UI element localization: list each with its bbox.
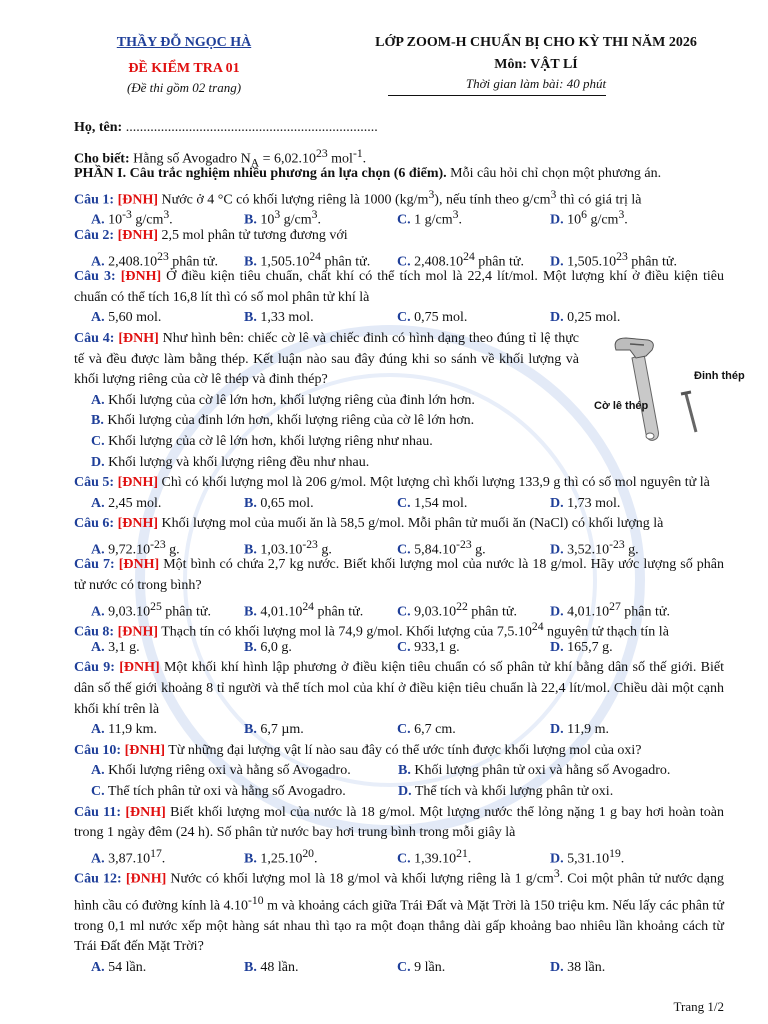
question-5-options (74, 494, 724, 515)
question-2: Câu 2: [ĐNH] 2,5 mol phân tử tương đương với (74, 227, 348, 243)
question-10: Câu 10: [ĐNH] Từ những đại lượng vật lí nào sau đây có thể ước tính được khối lượng mol của oxi? (74, 742, 642, 758)
question-4: Câu 4: [ĐNH] Như hình bên: chiếc cờ lê và chiếc đinh có hình dạng theo đúng tỉ lệ thực tế và đều được làm bằng thép. Kết luận nào sau đây đúng khi so sánh về khối lượng và khối lượng riêng của cờ lê thép và đinh thép? (74, 330, 580, 388)
question-11-options (74, 844, 724, 865)
class-title: LỚP ZOOM-H CHUẨN BỊ CHO KỲ THI NĂM 2026 (375, 35, 697, 50)
teacher-name: THẦY ĐỖ NGỌC HÀ (116, 35, 252, 50)
option-d[interactable]: D. 1,505.10$^{23}$ phân tử. (550, 249, 677, 270)
header-right (330, 34, 742, 92)
question-5: Câu 5: [ĐNH] Chì có khối lượng mol là 206 g/mol. Một lượng chì khối lượng 133,9 g thì có số mol nguyên tử là (74, 475, 710, 491)
question-9-options (74, 720, 724, 741)
option-a[interactable]: A. 9,03.10$^{25}$ phân tử. (91, 599, 211, 620)
option-c[interactable]: C. 0,75 mol. (397, 310, 468, 326)
option-d[interactable]: D. 165,7 g. (550, 639, 613, 655)
option-c[interactable]: C. 9 lần. (397, 960, 446, 976)
option-b[interactable]: B. Khối lượng của đinh lớn hơn, khối lượng riêng của cờ lê lớn hơn. (91, 413, 475, 429)
option-a[interactable]: A. $10^{-3}$ $g/cm^3$. (91, 208, 173, 229)
nail-label: Đinh thép (694, 370, 745, 382)
option-b[interactable]: B. 0,65 mol. (244, 495, 314, 511)
option-d[interactable]: D. Khối lượng và khối lượng riêng đều như nhau. (91, 454, 370, 470)
option-c[interactable]: C. 1,39.10$^{21}$. (397, 846, 472, 867)
option-b[interactable]: B. 1,25.10$^{20}$. (244, 846, 318, 867)
question-1-options (74, 205, 724, 229)
exam-content (74, 118, 724, 979)
time-limit: Thời gian làm bài: 40 phút (465, 76, 607, 91)
option-c[interactable]: C. 1,54 mol. (397, 495, 468, 511)
option-a[interactable]: A. Khối lượng của cờ lê lớn hơn, khối lượng riêng của đinh lớn hơn. (91, 392, 475, 408)
option-d[interactable]: D. 38 lần. (550, 960, 606, 976)
option-d[interactable]: D. 0,25 mol. (550, 310, 621, 326)
option-c[interactable]: C. 6,7 cm. (397, 722, 456, 738)
option-a[interactable]: A. 3,1 g. (91, 639, 140, 655)
option-b[interactable]: B. 6,0 g. (244, 639, 292, 655)
question-3: Câu 3: [ĐNH] Ở điều kiện tiêu chuẩn, chất khí có thể tích mol là 22,4 lít/mol. Một lượng khí ở điều kiện tiêu chuẩn có thể tích 16,8 lít thì có số mol phân tử khí là (74, 269, 724, 305)
option-c[interactable]: C. 933,1 g. (397, 639, 460, 655)
wrench-label: Cờ lê thép (594, 400, 649, 412)
option-b[interactable]: B. 6,7 µm. (244, 722, 304, 738)
option-d[interactable]: D. 4,01.10$^{27}$ phân tử. (550, 599, 670, 620)
header-left (78, 34, 290, 96)
option-d[interactable]: D. 5,31.10$^{19}$. (550, 846, 625, 867)
question-12-options (74, 958, 724, 979)
option-a[interactable]: A. $9,72.10^{-23}$ g. (91, 537, 180, 558)
part1-heading: PHẦN I. Câu trắc nghiệm nhiều phương án lựa chọn (6 điểm). Mỗi câu hỏi chỉ chọn một phương án. (74, 166, 662, 182)
question-6: Câu 6: [ĐNH] Khối lượng mol của muối ăn là 58,5 g/mol. Mỗi phân tử muối ăn (NaCl) có khối lượng là (74, 516, 664, 532)
option-c[interactable]: C. $5,84.10^{-23}$ g. (397, 537, 486, 558)
question-9: Câu 9: [ĐNH] Một khối khí hình lập phương ở điều kiện tiêu chuẩn có số phân tử khí bằng dân số thế giới. Biết dân số thế giới khoảng 8 tỉ người và thể tích mol của khí ở điều kiện tiêu chuẩn là 22,4 lít/mol. Chiều dài một cạnh khối khí trên là (74, 660, 725, 717)
option-d[interactable]: D. 1,73 mol. (550, 495, 621, 511)
question-11: Câu 11: [ĐNH] Biết khối lượng mol của nước là 18 g/mol. Một lượng nước thể lỏng nặng 1 g bay hơi hoàn toàn trong 1 ngày đêm (24 h). Số phân tử nước bay hơi trung bình trong mỗi giây là (74, 804, 725, 841)
name-line: Họ, tên: ........................................................................ (74, 120, 378, 135)
option-c[interactable]: C. Khối lượng của cờ lê lớn hơn, khối lượng riêng như nhau. (91, 433, 433, 449)
option-a[interactable]: A. 2,45 mol. (91, 495, 162, 511)
option-c[interactable]: C. 9,03.10$^{22}$ phân tử. (397, 599, 517, 620)
option-b[interactable]: B. 1,505.10$^{24}$ phân tử. (244, 249, 371, 270)
option-d[interactable]: D. 11,9 m. (550, 722, 609, 738)
option-a[interactable]: A. Khối lượng riêng oxi và hằng số Avogadro. (91, 763, 351, 779)
question-7: Câu 7: [ĐNH] Một bình có chứa 2,7 kg nước. Biết khối lượng mol của nước là 18 g/mol. Hãy ước lượng số phân tử nước có trong bình? (74, 557, 725, 594)
question-12: Câu 12: [ĐNH] Nước có khối lượng mol là 18 g/mol và khối lượng riêng là 1 $g/cm^3$. Coi một phân tử nước dạng hình cầu có đường kính là $4.10^{-10}$ m và khoảng cách giữa Trái Đất và Mặt Trời là 150 triệu km. Nếu lấy các phân tử trong 0,1 ml nước xếp một hàng sát nhau thì tạo ra một đoạn thẳng dài gấp khoảng bao nhiêu lần khoảng cách từ Trái Đất đến Mặt Trời? (74, 867, 724, 955)
wrench-nail-figure (590, 336, 750, 446)
option-b[interactable]: B. 1,33 mol. (244, 310, 314, 326)
question-10-options-row2 (74, 782, 724, 803)
option-c[interactable]: C. Thể tích phân tử oxi và hằng số Avogadro. (91, 784, 346, 799)
option-c[interactable]: C. 1 $g/cm^3$. (397, 208, 462, 229)
question-6-options (74, 535, 724, 556)
option-b[interactable]: B. $1,03.10^{-23}$ g. (244, 537, 332, 558)
question-1: Câu 1: [ĐNH] Nước ở 4 °C có khối lượng riêng là 1000 $(kg/m^3)$, nếu tính theo $g/cm^3$ thì có giá trị là (74, 187, 642, 208)
option-b[interactable]: B. 48 lần. (244, 960, 299, 976)
option-a[interactable]: A. 54 lần. (91, 960, 147, 976)
option-b[interactable]: B. $10^3$ $g/cm^3$. (244, 208, 321, 229)
option-d[interactable]: D. $10^6$ $g/cm^3$. (550, 208, 628, 229)
option-d[interactable]: D. Thể tích và khối lượng phân tử oxi. (398, 784, 614, 799)
exam-title: ĐỀ KIỂM TRA 01 (128, 61, 240, 76)
pages-note: (Đề thi gồm 02 trang) (126, 80, 242, 95)
subject: Môn: VẬT LÍ (494, 57, 578, 72)
question-10-options-row1 (74, 761, 724, 782)
option-b[interactable]: B. 4,01.10$^{24}$ phân tử. (244, 599, 364, 620)
wrench-nail-icon (590, 336, 750, 446)
option-a[interactable]: A. 11,9 km. (91, 722, 157, 738)
option-d[interactable]: D. $3,52.10^{-23}$ g. (550, 537, 639, 558)
option-a[interactable]: A. 3,87.10$^{17}$. (91, 846, 166, 867)
question-2-options (74, 247, 724, 268)
question-8: Câu 8: [ĐNH] Thạch tín có khối lượng mol là 74,9 g/mol. Khối lượng của 7,5.10$^{24}$ nguyên tử thạch tín là (74, 620, 669, 640)
header-divider (388, 95, 606, 96)
option-b[interactable]: B. Khối lượng phân tử oxi và hằng số Avogadro. (398, 763, 671, 779)
option-a[interactable]: A. 5,60 mol. (91, 310, 162, 326)
question-7-options (74, 597, 724, 618)
question-3-options (74, 308, 724, 329)
option-a[interactable]: A. 2,408.10$^{23}$ phân tử. (91, 249, 218, 270)
option-c[interactable]: C. 2,408.10$^{24}$ phân tử. (397, 249, 524, 270)
question-8-options (74, 638, 724, 659)
given-constants: Cho biết: Hằng số Avogadro $N_A = 6,02.10^{23}$ mol$^{-1}$. (74, 146, 367, 170)
page-number: Trang 1/2 (673, 999, 724, 1014)
